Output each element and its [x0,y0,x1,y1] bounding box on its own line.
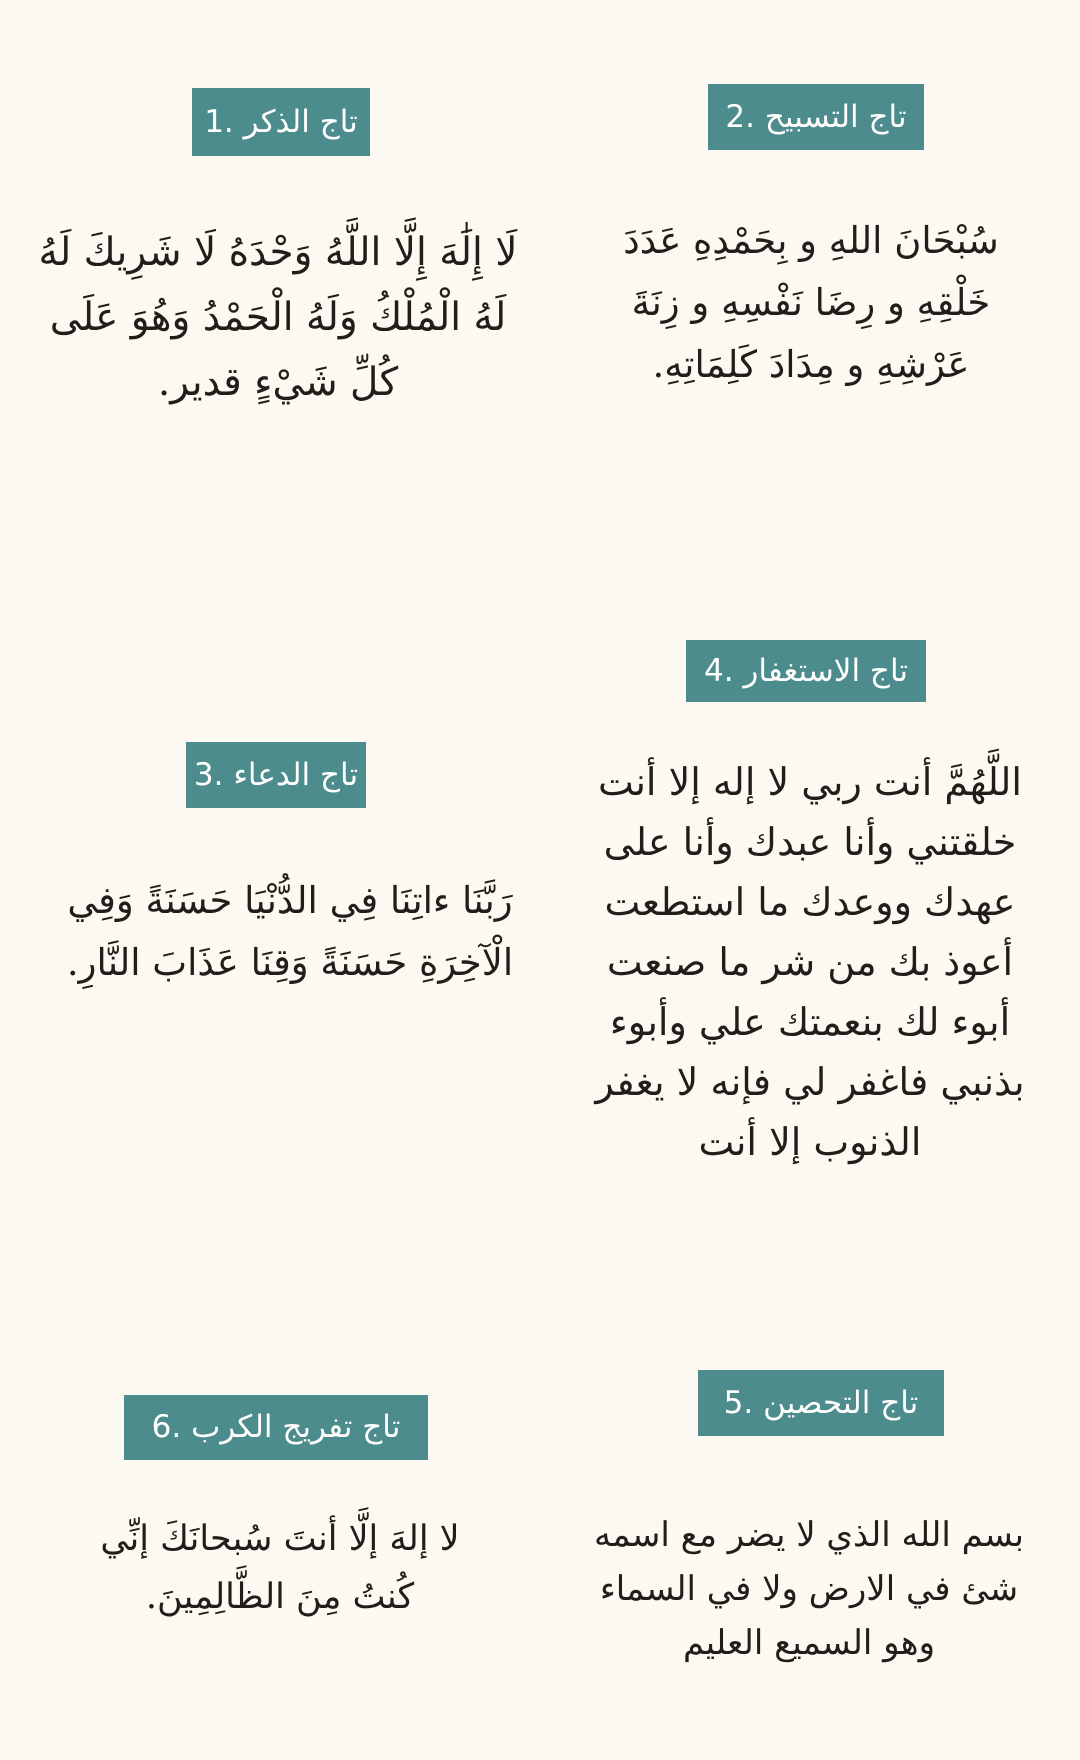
section-1-title: 1. تاج الذكر [192,88,370,156]
section-1-text: لَا إِلَٰهَ إِلَّا اللَّهُ وَحْدَهُ لَا شَرِيكَ لَهُ لَهُ الْمُلْكُ وَلَهُ الْحَمْدُ وَهُوَ عَلَى كُلِّ شَيْءٍ قدير. [38,230,518,405]
section-2-title: 2. تاج التسبيح [708,84,924,150]
section-6-title: 6. تاج تفريج الكرب [124,1395,428,1460]
section-3-title: 3. تاج الدعاء [186,742,366,808]
section-5-title: 5. تاج التحصين [698,1370,944,1436]
section-2-text: سُبْحَانَ اللهِ و بِحَمْدِهِ عَدَدَ خَلْقِهِ و رِضَا نَفْسِهِ و زِنَةَ عَرْشِهِ و مِدَادَ كَلِمَاتِهِ. [623,219,999,386]
section-5-text: بسم الله الذي لا يضر مع اسمه شئ في الارض ولا في السماء وهو السميع العليم [593,1515,1025,1663]
section-4-text: اللَّهُمَّ أنت ربي لا إله إلا أنت خلقتني وأنا عبدك وأنا على عهدك ووعدك ما استطعت أعوذ بك من شر ما صنعت أبوء لك بنعمتك علي وأبوء بذنبي فاغفر لي فإنه لا يغفر الذنوب إلا أنت [595,760,1025,1164]
section-6-text: لا إلهَ إلَّا أنتَ سُبحانَكَ إنِّي كُنتُ مِنَ الظَّالِمِينَ. [100,1519,460,1617]
section-3-text: رَبَّنَا ءاتِنَا فِي الدُّنْيَا حَسَنَةً وَفِي الْآخِرَةِ حَسَنَةً وَقِنَا عَذَابَ النَّارِ. [66,879,514,984]
section-4-title: 4. تاج الاستغفار [686,640,926,702]
